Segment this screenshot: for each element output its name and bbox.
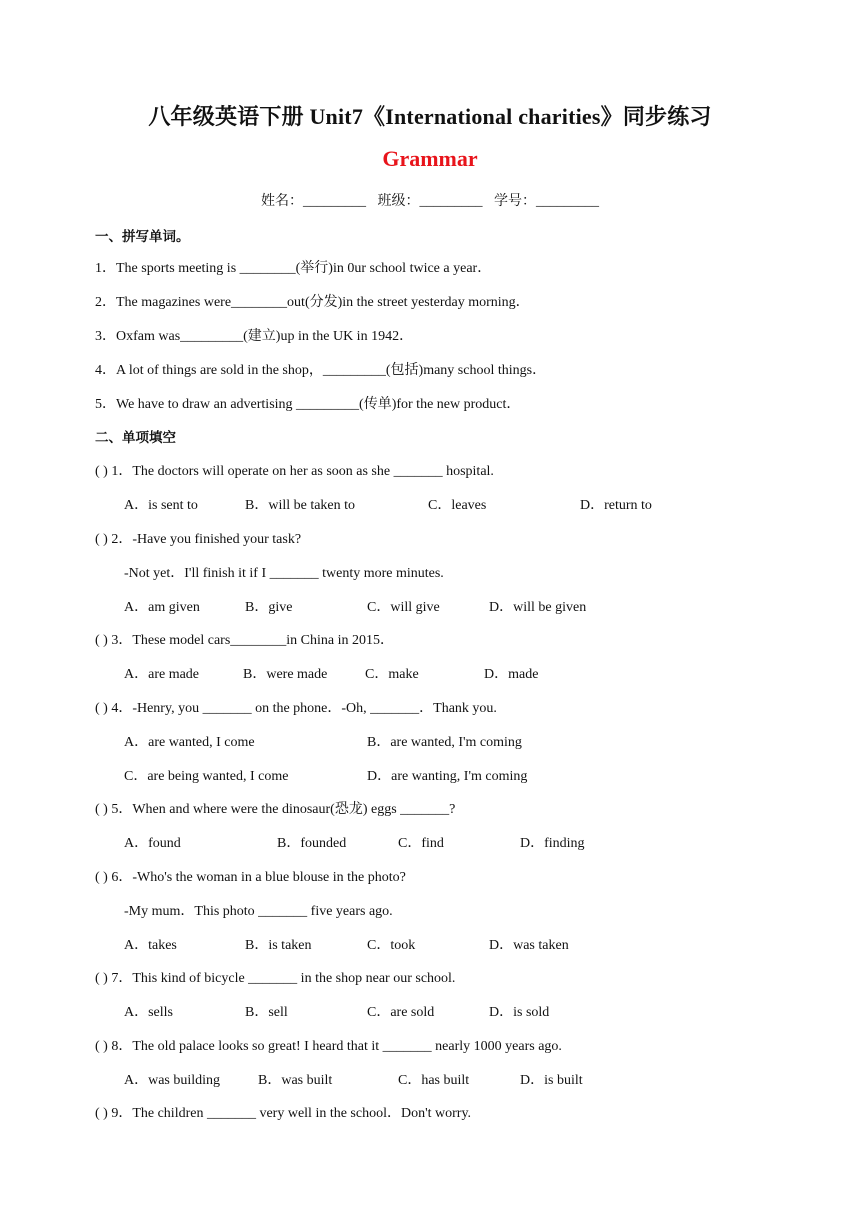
q3-option-d: D．made: [484, 667, 539, 682]
question-1-stem: ( ) 1．The doctors will operate on her as soon as she _______ hospital.: [95, 464, 494, 479]
q6-option-d: D．was taken: [489, 938, 569, 953]
q1-option-a: A．is sent to: [124, 498, 198, 513]
name-field: 姓名：_________: [261, 194, 366, 209]
question-5-stem: ( ) 5．When and where were the dinosaur(恐龙) eggs _______?: [95, 802, 456, 817]
spelling-item-2: 2．The magazines were________out(分发)in the street yesterday morning．: [95, 295, 530, 310]
q8-option-c: C．has built: [398, 1073, 470, 1088]
q4-option-b: B．are wanted, I'm coming: [367, 735, 522, 750]
q1-option-c: C．leaves: [428, 498, 487, 513]
question-6-line2: -My mum．This photo _______ five years ago.: [124, 904, 393, 919]
question-9-stem: ( ) 9．The children _______ very well in the school．Don't worry.: [95, 1106, 472, 1121]
q2-option-a: A．am given: [124, 600, 200, 615]
section1-heading: 一、拼写单词。: [95, 229, 190, 245]
student-info-line: [0, 190, 860, 210]
question-2-stem: ( ) 2．-Have you finished your task?: [95, 532, 302, 547]
q5-option-a: A．found: [124, 836, 181, 851]
q4-option-c: C．are being wanted, I come: [124, 769, 289, 784]
page-subtitle: Grammar: [382, 146, 478, 171]
spelling-item-1: 1．The sports meeting is ________(举行)in 0ur school twice a year．: [95, 261, 492, 276]
q3-option-c: C．make: [365, 667, 419, 682]
q5-option-c: C．find: [398, 836, 444, 851]
q7-option-c: C．are sold: [367, 1005, 435, 1020]
question-8-stem: ( ) 8．The old palace looks so great! I heard that it _______ nearly 1000 years ago.: [95, 1039, 562, 1054]
class-field: 班级：_________: [377, 194, 483, 209]
q1-option-b: B．will be taken to: [245, 498, 356, 513]
q2-option-d: D．will be given: [489, 600, 587, 615]
id-field: 学号：_________: [494, 194, 599, 209]
q4-option-a: A．are wanted, I come: [124, 735, 255, 750]
q3-option-b: B．were made: [243, 667, 328, 682]
question-3-stem: ( ) 3．These model cars________in China in 2015．: [95, 633, 395, 648]
q1-option-d: D．return to: [580, 498, 652, 513]
q8-option-a: A．was building: [124, 1073, 221, 1088]
q7-option-a: A．sells: [124, 1005, 173, 1020]
section2-heading: 二、单项填空: [95, 430, 176, 446]
q8-option-b: B．was built: [258, 1073, 333, 1088]
q6-option-a: A．takes: [124, 938, 177, 953]
page-title: 八年级英语下册 Unit7《International charities》同步练习: [148, 104, 712, 129]
q6-option-c: C．took: [367, 938, 416, 953]
q5-option-b: B．founded: [277, 836, 347, 851]
question-2-line2: -Not yet．I'll finish it if I _______ twenty more minutes.: [124, 566, 444, 581]
q7-option-b: B．sell: [245, 1005, 288, 1020]
q6-option-b: B．is taken: [245, 938, 312, 953]
question-4-stem: ( ) 4．-Henry, you _______ on the phone．-Oh, _______．Thank you.: [95, 701, 497, 716]
question-6-stem: ( ) 6．-Who's the woman in a blue blouse in the photo?: [95, 870, 406, 885]
spelling-item-4: 4．A lot of things are sold in the shop，_________(包括)many school things．: [95, 363, 547, 378]
q7-option-d: D．is sold: [489, 1005, 550, 1020]
q3-option-a: A．are made: [124, 667, 200, 682]
q2-option-b: B．give: [245, 600, 293, 615]
q8-option-d: D．is built: [520, 1073, 583, 1088]
q2-option-c: C．will give: [367, 600, 440, 615]
q4-option-d: D．are wanting, I'm coming: [367, 769, 528, 784]
spelling-item-3: 3．Oxfam was_________(建立)up in the UK in 1942．: [95, 329, 414, 344]
q5-option-d: D．finding: [520, 836, 585, 851]
spelling-item-5: 5．We have to draw an advertising _________(传单)for the new product．: [95, 397, 521, 412]
question-7-stem: ( ) 7．This kind of bicycle _______ in the shop near our school.: [95, 971, 456, 986]
